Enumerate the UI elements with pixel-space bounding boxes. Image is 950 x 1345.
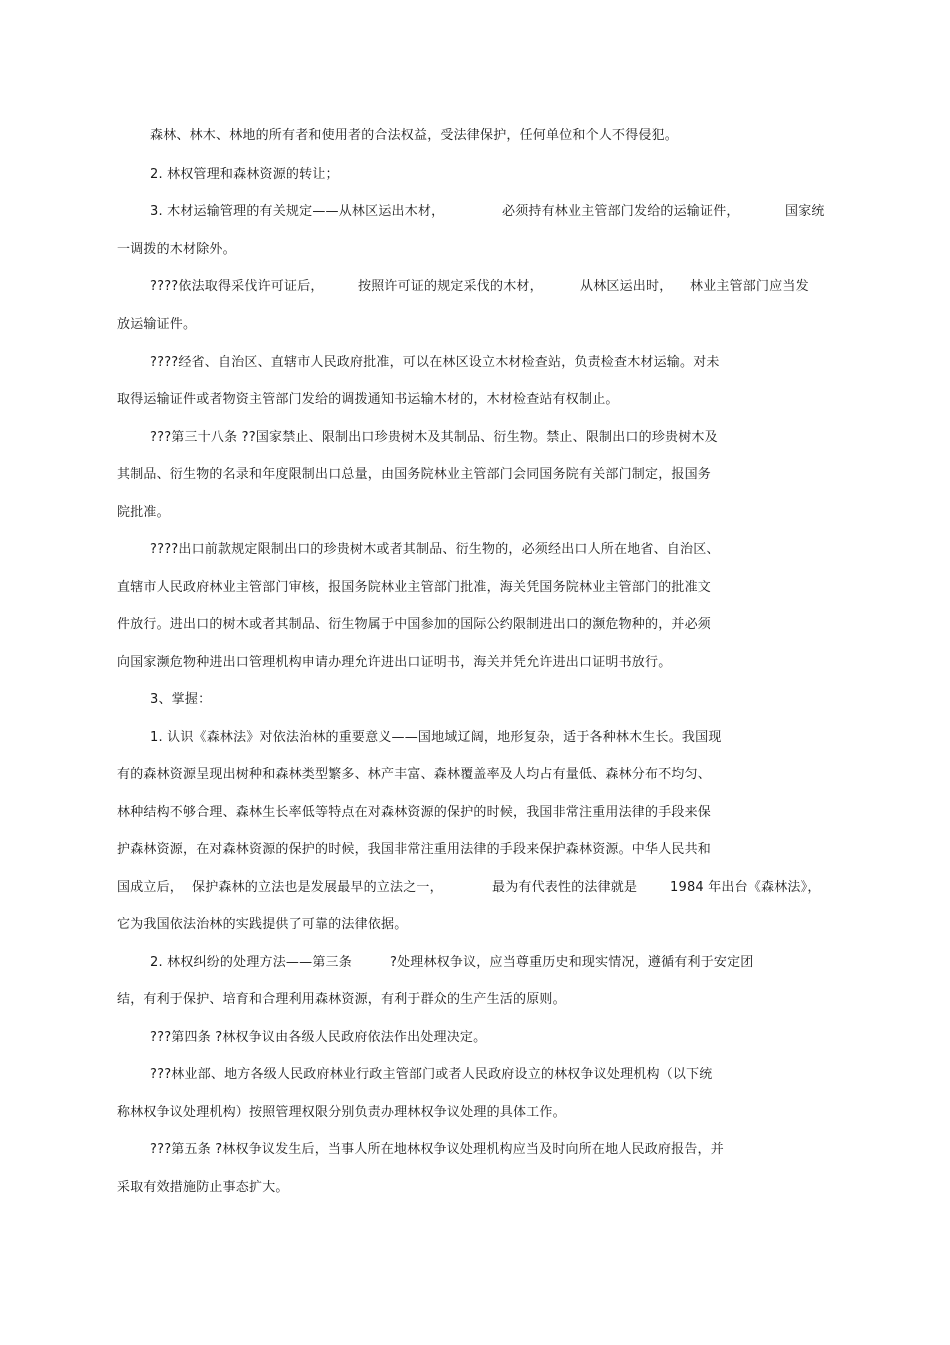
- text-segment: 从林区运出时，: [580, 279, 673, 294]
- text-line: [117, 879, 837, 897]
- text-segment: 1984 年出台《森林法》，: [670, 880, 821, 895]
- text-segment: 林业主管部门应当发: [690, 279, 809, 294]
- text-line: ???第五条 ?林权争议发生后，当事人所在地林权争议处理机构应当及时向所在地人民政府报告，并: [150, 1142, 724, 1157]
- text-segment: 国家统: [785, 204, 825, 219]
- text-segment: 最为有代表性的法律就是: [492, 880, 638, 895]
- text-line: 取得运输证件或者物资主管部门发给的调拨通知书运输木材的，木材检查站有权制止。: [117, 392, 619, 407]
- text-line: [150, 203, 850, 221]
- text-segment: 保护森林的立法也是发展最早的立法之一，: [192, 880, 443, 895]
- text-line: 件放行。进出口的树木或者其制品、衍生物属于中国参加的国际公约限制进出口的濒危物种的，并必须: [117, 617, 712, 632]
- text-line: 林种结构不够合理、森林生长率低等特点在对森林资源的保护的时候，我国非常注重用法律的手段来保: [117, 805, 712, 820]
- text-line: 护森林资源，在对森林资源的保护的时候，我国非常注重用法律的手段来保护森林资源。中华人民共和: [117, 842, 712, 857]
- text-line: [150, 278, 830, 296]
- text-line: 一调拨的木材除外。: [117, 242, 236, 257]
- text-segment: ????依法取得采伐许可证后，: [150, 279, 324, 294]
- text-segment: 按照许可证的规定采伐的木材，: [358, 279, 543, 294]
- text-line: 结，有利于保护、培育和合理利用森林资源，有利于群众的生产生活的原则。: [117, 992, 566, 1007]
- text-line: 它为我国依法治林的实践提供了可靠的法律依据。: [117, 917, 408, 932]
- text-line: 采取有效措施防止事态扩大。: [117, 1180, 289, 1195]
- text-line: ???第四条 ?林权争议由各级人民政府依法作出处理决定。: [150, 1030, 487, 1045]
- text-line: 2. 林权管理和森林资源的转让；: [150, 167, 339, 182]
- text-line: 森林、林木、林地的所有者和使用者的合法权益，受法律保护，任何单位和个人不得侵犯。: [150, 128, 679, 143]
- text-line: 向国家濒危物种进出口管理机构申请办理允许进出口证明书，海关并凭允许进出口证明书放行。: [117, 655, 672, 670]
- text-line: 放运输证件。: [117, 317, 197, 332]
- text-line: ????经省、自治区、直辖市人民政府批准，可以在林区设立木材检查站，负责检查木材运输。对未: [150, 355, 720, 370]
- text-line: 其制品、衍生物的名录和年度限制出口总量，由国务院林业主管部门会同国务院有关部门制定，报国务: [117, 467, 712, 482]
- text-line: 1. 认识《森林法》对依法治林的重要意义——国地域辽阔，地形复杂，适于各种林木生长。我国现: [150, 730, 722, 745]
- text-line: [150, 954, 800, 972]
- text-line: 直辖市人民政府林业主管部门审核，报国务院林业主管部门批准，海关凭国务院林业主管部门的批准文: [117, 580, 712, 595]
- text-line: ????出口前款规定限制出口的珍贵树木或者其制品、衍生物的，必须经出口人所在地省、自治区、: [150, 542, 720, 557]
- text-segment: 国成立后，: [117, 880, 184, 895]
- text-segment: 3. 木材运输管理的有关规定——从林区运出木材，: [150, 204, 445, 219]
- text-segment: ?处理林权争议，应当尊重历史和现实情况，遵循有利于安定团: [390, 955, 754, 970]
- text-line: ???林业部、地方各级人民政府林业行政主管部门或者人民政府设立的林权争议处理机构（以下统: [150, 1067, 713, 1082]
- section-heading: 3、掌握：: [150, 692, 212, 707]
- text-line: 称林权争议处理机构）按照管理权限分别负责办理林权争议处理的具体工作。: [117, 1105, 566, 1120]
- text-line: 院批准。: [117, 505, 170, 520]
- text-line: ???第三十八条 ??国家禁止、限制出口珍贵树木及其制品、衍生物。禁止、限制出口的珍贵树木及: [150, 430, 718, 445]
- text-line: 有的森林资源呈现出树种和森林类型繁多、林产丰富、森林覆盖率及人均占有量低、森林分布不均匀、: [117, 767, 712, 782]
- text-segment: 必须持有林业主管部门发给的运输证件，: [502, 204, 740, 219]
- text-segment: 2. 林权纠纷的处理方法——第三条: [150, 955, 352, 970]
